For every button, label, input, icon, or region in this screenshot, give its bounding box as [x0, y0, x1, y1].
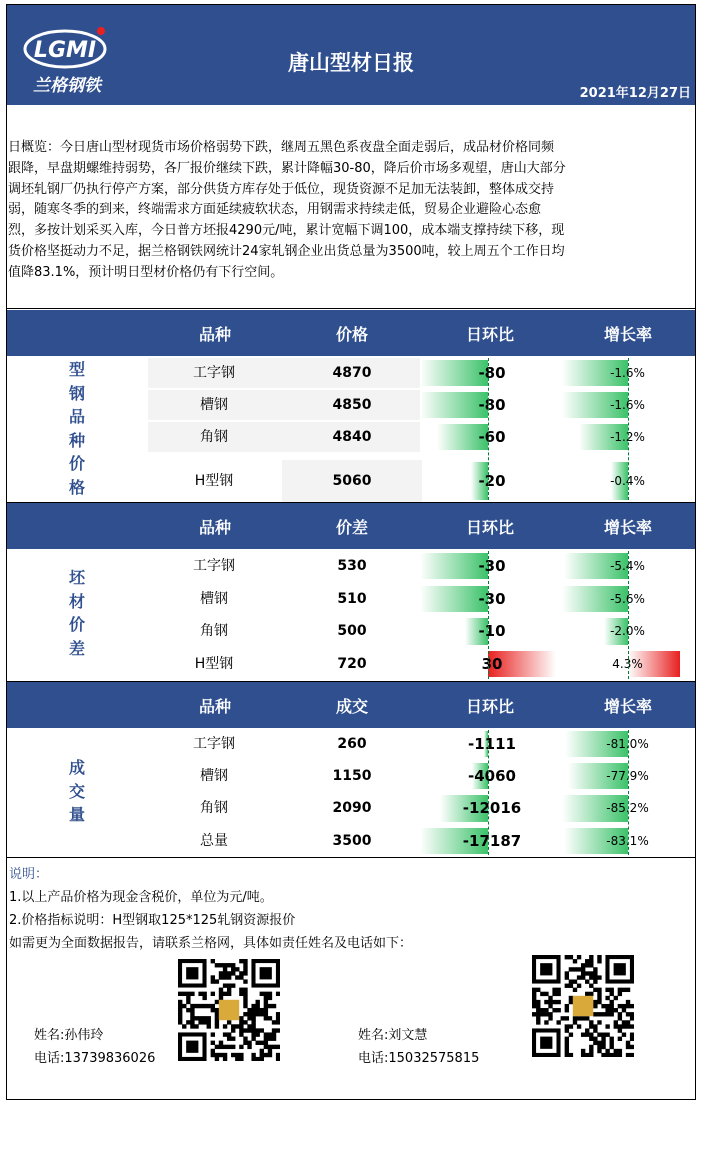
- rate-value: -0.4%: [610, 474, 645, 488]
- product-name: 槽钢: [200, 591, 228, 607]
- bar-axis: [628, 551, 629, 679]
- product-name: 总量: [200, 833, 228, 849]
- bar-axis: [488, 730, 489, 855]
- change-value: -80: [478, 364, 506, 382]
- change-value: -10: [478, 622, 506, 640]
- product-value: 500: [337, 623, 367, 639]
- section-side-label: 成 交 量: [68, 758, 85, 824]
- column-header: 日环比: [465, 697, 514, 716]
- note-line: 如需更为全面数据报告，请联系兰格网，具体如责任姓名及电话如下：: [9, 936, 413, 951]
- product-value: 4870: [332, 365, 372, 381]
- svg-text:LGMI: LGMI: [33, 38, 97, 63]
- bar-axis: [488, 358, 489, 500]
- product-name: 角钢: [200, 800, 228, 816]
- report-header: [7, 5, 695, 105]
- product-name: 工字钢: [193, 736, 235, 752]
- summary-line: 跟降，早盘期螺维持弱势，各厂报价继续下跌，累计降幅30-80，降后价市场多观望，唐山大部分: [8, 160, 566, 176]
- column-header: 成交: [335, 697, 368, 716]
- divider: [7, 857, 695, 858]
- product-name: 槽钢: [200, 397, 228, 413]
- notes-title: 说明：: [9, 867, 49, 882]
- product-value: 4840: [332, 429, 372, 445]
- product-value: 720: [337, 656, 367, 672]
- product-name: 工字钢: [193, 365, 235, 381]
- product-value: 5060: [332, 473, 372, 489]
- contact-name: 姓名:刘文慧: [358, 1028, 428, 1043]
- rate-value: -83.1%: [606, 834, 649, 848]
- change-value: -80: [478, 396, 506, 414]
- rate-value: -1.6%: [610, 398, 645, 412]
- summary-line: 货价格坚挺动力不足，据兰格钢铁网统计24家轧钢企业出货总量为3500吨，较上周五个工作日均: [8, 243, 565, 259]
- summary-line: 值降83.1%，预计明日型材价格仍有下行空间。: [8, 264, 284, 280]
- column-header: 增长率: [603, 325, 652, 344]
- change-value: 30: [481, 655, 503, 673]
- rate-value: -2.0%: [610, 624, 645, 638]
- summary-line: 调坯轧钢厂仍执行停产方案，部分供货方库存处于低位，现货资源不足加无法装卸，整体成交持: [8, 181, 555, 197]
- rate-value: 4.3%: [612, 657, 643, 671]
- product-value: 2090: [332, 800, 372, 816]
- column-header: 品种: [198, 518, 231, 537]
- section-side-label: 型 钢 品 种 价 格: [68, 360, 85, 497]
- divider: [7, 308, 695, 309]
- page-title: 唐山型材日报: [288, 51, 414, 75]
- product-name: H型钢: [194, 473, 234, 489]
- product-name: 角钢: [200, 429, 228, 445]
- product-name: 工字钢: [193, 558, 235, 574]
- qr-code-icon: [532, 955, 634, 1057]
- rate-value: -81.0%: [606, 737, 649, 751]
- change-value: -1111: [468, 735, 516, 753]
- change-value: -30: [478, 590, 506, 608]
- product-value: 4850: [332, 397, 372, 413]
- column-header: 增长率: [603, 518, 652, 537]
- bar-axis: [628, 358, 629, 500]
- summary-line: 烈，多按计划采买入库，今日普方坯报4290元/吨，累计宽幅下调100，成本端支撑持续下移，现: [8, 223, 565, 239]
- change-value: -12016: [462, 799, 522, 817]
- product-value: 3500: [332, 833, 372, 849]
- product-value: 530: [337, 558, 367, 574]
- contact-phone: 电话:15032575815: [358, 1051, 480, 1066]
- table-header: [7, 682, 695, 728]
- column-header: 日环比: [465, 518, 514, 537]
- change-value: -30: [478, 557, 506, 575]
- bar-axis: [628, 730, 629, 855]
- rate-value: -5.6%: [610, 592, 645, 606]
- product-name: 角钢: [200, 623, 228, 639]
- rate-value: -85.2%: [606, 801, 649, 815]
- note-line: 1.以上产品价格为现金含税价，单位为元/吨。: [9, 890, 273, 905]
- product-name: 槽钢: [200, 768, 228, 784]
- rate-value: -5.4%: [610, 559, 645, 573]
- summary-line: 日概览：今日唐山型材现货市场价格弱势下跌，继周五黑色系夜盘全面走弱后，成品材价格同频: [8, 140, 555, 155]
- change-value: -4060: [468, 767, 516, 785]
- rate-value: -1.2%: [610, 430, 645, 444]
- section-side-label: 坯 材 价 差: [68, 568, 85, 658]
- contact-phone: 电话:13739836026: [34, 1051, 156, 1066]
- column-header: 价格: [335, 325, 368, 344]
- product-value: 260: [337, 736, 367, 752]
- table-header: [7, 503, 695, 549]
- change-value: -60: [478, 428, 506, 446]
- rate-value: -77.9%: [606, 769, 649, 783]
- summary-line: 弱，随寒冬季的到来，终端需求方面延续疲软状态，用钢需求持续走低，贸易企业避险心态愈: [8, 202, 542, 218]
- qr-code-icon: [178, 959, 280, 1061]
- report-date: 2021年12月27日: [579, 86, 691, 101]
- product-value: 510: [337, 591, 367, 607]
- change-value: -17187: [462, 832, 522, 850]
- column-header: 日环比: [465, 325, 514, 344]
- column-header: 品种: [198, 325, 231, 344]
- column-header: 增长率: [603, 697, 652, 716]
- table-header: [7, 310, 695, 356]
- rate-value: -1.6%: [610, 366, 645, 380]
- product-name: H型钢: [194, 656, 234, 672]
- contact-name: 姓名:孙伟玲: [34, 1028, 104, 1043]
- note-line: 2.价格指标说明：H型钢取125*125轧钢资源报价: [9, 913, 296, 928]
- daily-summary: [8, 138, 692, 284]
- change-value: -20: [478, 472, 506, 490]
- product-value: 1150: [332, 768, 372, 784]
- column-header: 价差: [335, 518, 368, 537]
- column-header: 品种: [198, 697, 231, 716]
- bar-axis: [488, 551, 489, 679]
- svg-text:兰格钢铁: 兰格钢铁: [33, 76, 101, 96]
